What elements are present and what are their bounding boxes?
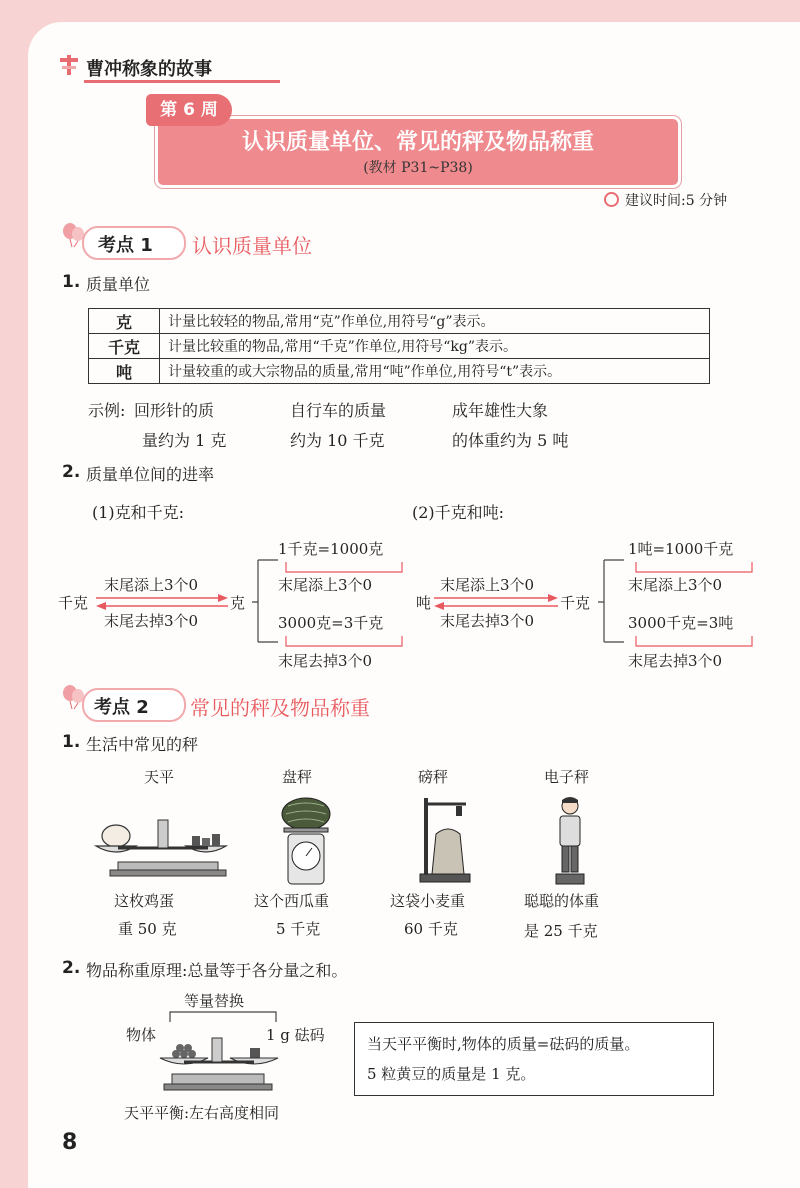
scale-caption-2: 60 千克 [404,920,458,938]
point1-item2-num: 2. [62,462,81,482]
example-prefix: 示例: [88,401,126,420]
conv1-bottom-arrow-label: 末尾去掉3个0 [104,612,199,630]
point2-item2-title: 物品称重原理:总量等于各分量之和。 [86,961,348,980]
topic-title: 认识质量单位、常见的秤及物品称重 [241,130,594,155]
scale-caption-2: 重 50 克 [118,920,177,938]
page-number: 8 [62,1130,78,1155]
scale-caption-1: 这枚鸡蛋 [114,892,175,910]
diagram-top-label: 等量替换 [184,992,245,1010]
scale-name: 磅秤 [418,768,449,786]
conv2-arrows [434,592,558,612]
page [28,22,800,1188]
point2-item2-num: 2. [62,958,81,978]
scale-caption-1: 这个西瓜重 [254,892,330,910]
suggested-time [604,190,727,210]
scale-caption-1: 这袋小麦重 [390,892,466,910]
conv2-eq1-marker [634,560,754,574]
example1-line1: 回形针的质 [134,401,215,420]
diagram-right-label: 1 g 砝码 [266,1026,325,1044]
example2-line2: 约为 10 千克 [290,431,385,450]
textbook-pages: (教材 P31~P38) [363,160,473,176]
scale-caption-2: 是 25 千克 [524,922,598,940]
conv1-brace [250,550,280,646]
conv2-eq2-marker [634,634,754,648]
point1-title: 认识质量单位 [192,234,312,258]
unit-cell: 克 [89,309,160,334]
point1-item1-num: 1. [62,272,81,292]
scale-caption-2: 5 千克 [276,920,321,938]
conv1-top-arrow-label: 末尾添上3个0 [104,576,199,594]
scale-name: 天平 [144,768,175,786]
diagram-bottom-label: 天平平衡:左右高度相同 [124,1104,280,1122]
example3-line1: 成年雄性大象 [452,401,549,420]
units-table [88,308,710,384]
conv2-eq1-note: 末尾添上3个0 [628,576,723,594]
header-icon [58,54,80,76]
conv2-eq2: 3000千克=3吨 [628,614,734,632]
table-row [89,309,710,334]
header-title: 曹冲称象的故事 [86,59,212,80]
point1-label: 考点 1 [98,235,153,256]
clock-icon [604,192,619,207]
unit-cell: 吨 [89,359,160,384]
desc-cell: 计量比较轻的物品,常用“克”作单位,用符号“g”表示。 [160,309,710,334]
note-box [354,1022,714,1096]
conv1-eq2: 3000克=3千克 [278,614,384,632]
conv2-left-unit: 吨 [416,594,432,612]
conv2-title: (2)千克和吨: [412,503,505,522]
diagram-left-label: 物体 [126,1026,157,1044]
note-line-2: 5 粒黄豆的质量是 1 克。 [367,1065,536,1083]
point2-item1-num: 1. [62,732,81,752]
table-row [89,359,710,384]
point2-label: 考点 2 [94,697,149,718]
unit-cell: 千克 [89,334,160,359]
example2-line1: 自行车的质量 [290,401,387,420]
scale-name: 盘秤 [282,768,313,786]
point2-item1-title: 生活中常见的秤 [86,735,199,754]
week-badge: 第 6 周 [146,94,232,126]
conv1-title: (1)克和千克: [92,503,185,522]
conv1-eq2-note: 末尾去掉3个0 [278,652,373,670]
conv2-eq1: 1吨=1000千克 [628,540,734,558]
conv2-brace [596,550,626,646]
point1-item2-title: 质量单位间的进率 [86,465,215,484]
header-underline [84,80,280,83]
point1-item1-title: 质量单位 [86,275,151,294]
suggested-time-text: 建议时间:5 分钟 [625,193,728,209]
platform-scale-icon [414,794,474,890]
desc-cell: 计量比较重的物品,常用“千克”作单位,用符号“kg”表示。 [160,334,710,359]
conv1-eq1-note: 末尾添上3个0 [278,576,373,594]
conv2-eq2-note: 末尾去掉3个0 [628,652,723,670]
balance-diagram-icon [146,1032,286,1096]
example1-line2: 量约为 1 克 [142,431,227,450]
conv2-bottom-arrow-label: 末尾去掉3个0 [440,612,535,630]
balance-scale-icon [88,812,238,882]
scale-caption-1: 聪聪的体重 [524,892,600,910]
scale-name: 电子秤 [544,768,590,786]
diagram-bracket [168,1010,278,1022]
table-row [89,334,710,359]
conv1-eq1-marker [284,560,404,574]
conv1-eq2-marker [284,634,404,648]
conv2-top-arrow-label: 末尾添上3个0 [440,576,535,594]
conv1-eq1: 1千克=1000克 [278,540,384,558]
topic-box [155,116,681,188]
example3-line2: 的体重约为 5 吨 [452,431,569,450]
conv1-arrows [96,592,228,612]
dial-scale-icon [276,794,336,890]
conv1-right-unit: 克 [230,594,246,612]
desc-cell: 计量较重的或大宗物品的质量,常用“吨”作单位,用符号“t”表示。 [160,359,710,384]
conv1-left-unit: 千克 [58,594,89,612]
electronic-scale-icon [550,794,590,890]
note-line-1: 当天平平衡时,物体的质量=砝码的质量。 [367,1035,640,1053]
conv2-right-unit: 千克 [560,594,591,612]
point2-title: 常见的秤及物品称重 [190,696,370,720]
